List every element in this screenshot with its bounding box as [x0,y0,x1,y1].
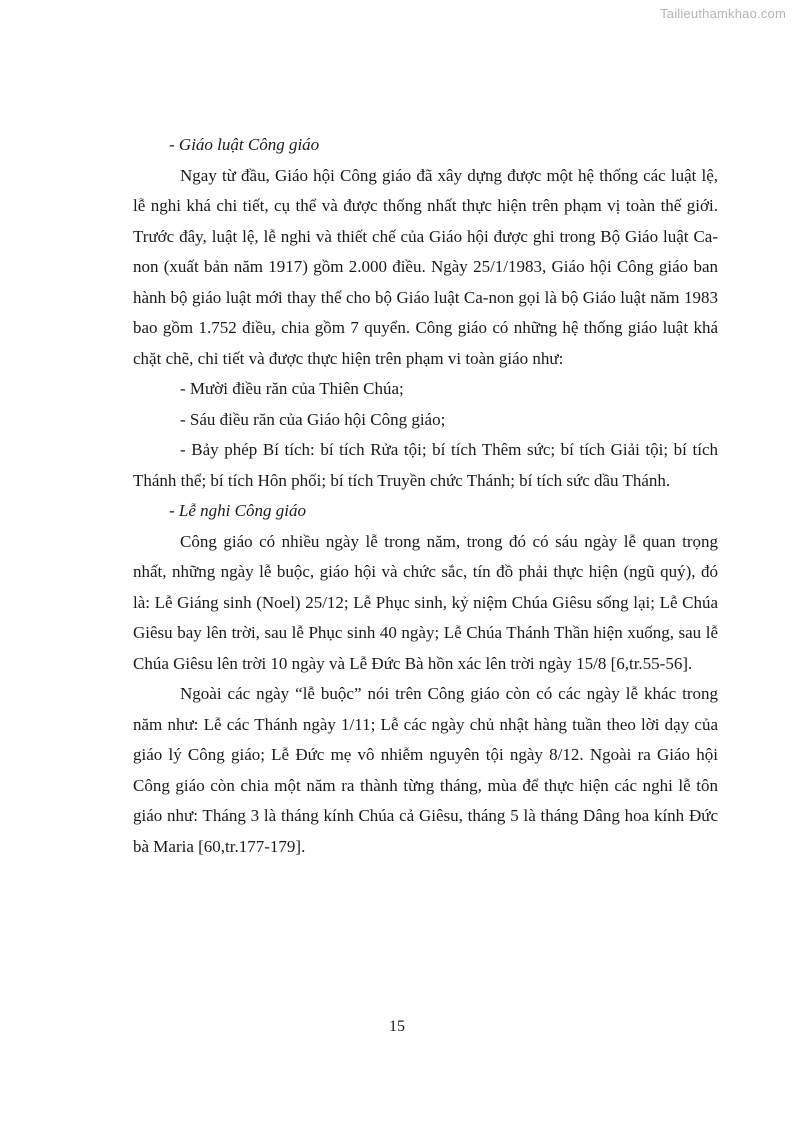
page-body [133,130,718,862]
section-heading-giao-luat: - Giáo luật Công giáo [169,135,320,154]
list-item-sau-dieu-ran: - Sáu điều răn của Giáo hội Công giáo; [180,409,446,429]
paragraph-le-nghi-2: Ngoài các ngày “lễ buộc” nói trên Công giáo còn có các ngày lễ khác trong năm như: Lễ các Thánh ngày 1/11; Lễ các ngày chủ nhật hàng tuần theo lời dạy của giáo lý Công giáo; Lễ Đức mẹ vô nhiễm nguyên tội ngày 8/12. Ngoài ra Giáo hội Công giáo còn chia một năm ra thành từng tháng, mùa để thực hiện các nghi lễ tôn giáo như: Tháng 3 là tháng kính Chúa cả Giêsu, tháng 5 là tháng Dâng hoa kính Đức bà Maria [60,tr.177-179]. [133,684,718,856]
page-number: 15 [389,1018,405,1035]
paragraph-giao-luat: Ngay từ đầu, Giáo hội Công giáo đã xây dựng được một hệ thống các luật lệ, lễ nghi khá chi tiết, cụ thể và được thống nhất thực hiện trên phạm vị toàn thế giới. Trước đây, luật lệ, lễ nghi và thiết chế của Giáo hội được ghi trong Bộ Giáo luật Ca-non (xuất bản năm 1917) gồm 2.000 điều. Ngày 25/1/1983, Giáo hội Công giáo ban hành bộ giáo luật mới thay thế cho bộ Giáo luật Ca-non gọi là bộ Giáo luật năm 1983 bao gồm 1.752 điều, chia gồm 7 quyển. Công giáo có những hệ thống giáo luật khá chặt chẽ, chi tiết và được thực hiện trên phạm vi toàn giáo như: [133,165,718,368]
watermark: Tailieuthamkhao.com [660,6,786,21]
list-item-bay-phep-bi-tich: - Bảy phép Bí tích: bí tích Rửa tội; bí tích Thêm sức; bí tích Giải tội; bí tích Thánh thể; bí tích Hôn phối; bí tích Truyền chức Thánh; bí tích sức dầu Thánh. [133,440,718,490]
paragraph-le-nghi-1: Công giáo có nhiều ngày lễ trong năm, trong đó có sáu ngày lễ quan trọng nhất, những ngày lễ buộc, giáo hội và chức sắc, tín đồ phải thực hiện (ngũ quý), đó là: Lễ Giáng sinh (Noel) 25/12; Lễ Phục sinh, kỷ niệm Chúa Giêsu sống lại; Lễ Chúa Giêsu bay lên trời, sau lễ Phục sinh 40 ngày; Lễ Chúa Thánh Thần hiện xuống, sau lễ Chúa Giêsu lên trời 10 ngày và Lễ Đức Bà hồn xác lên trời ngày 15/8 [6,tr.55-56]. [133,531,718,673]
list-item-muoi-dieu-ran: - Mười điều răn của Thiên Chúa; [180,379,404,398]
section-heading-le-nghi: - Lễ nghi Công giáo [169,501,306,520]
